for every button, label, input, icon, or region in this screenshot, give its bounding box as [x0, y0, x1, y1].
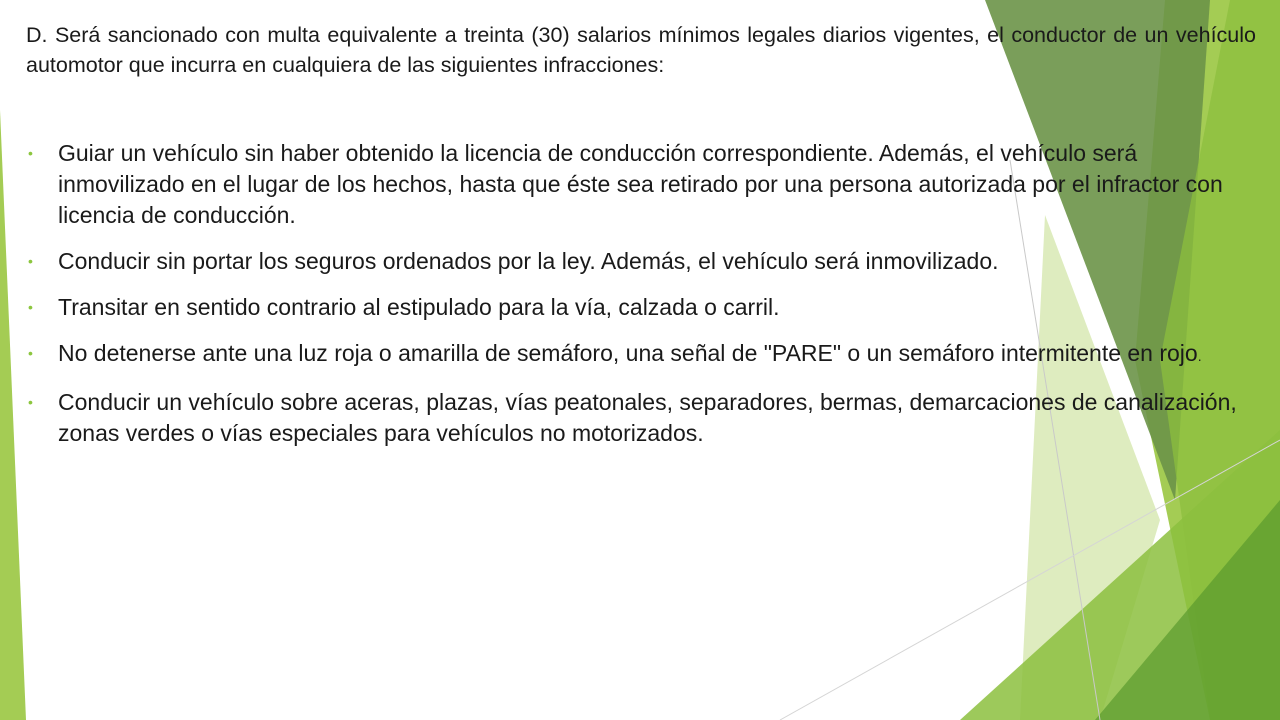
bullet-icon: •: [28, 345, 33, 361]
left-edge-shape: [0, 110, 26, 720]
list-item: [26, 387, 1256, 449]
list-item-text: Guiar un vehículo sin haber obtenido la licencia de conducción correspondiente. Además, el vehículo será inmovilizado en el lugar de los hechos, hasta que éste sea retirado por una persona autorizada por el infractor con licencia de conducción.: [58, 140, 1223, 228]
list-item: [26, 246, 1256, 277]
list-item-text: Conducir sin portar los seguros ordenados por la ley. Además, el vehículo será inmovilizado.: [58, 248, 999, 274]
bullet-icon: •: [28, 299, 33, 315]
list-item-text: Transitar en sentido contrario al estipulado para la vía, calzada o carril.: [58, 294, 780, 320]
bullet-icon: •: [28, 394, 33, 410]
list-item: [26, 138, 1256, 231]
bullet-icon: •: [28, 145, 33, 161]
slide-content: [26, 20, 1256, 464]
list-item-text: Conducir un vehículo sobre aceras, plazas, vías peatonales, separadores, bermas, demarcaciones de canalización, zonas verdes o vías especiales para vehículos no motorizados.: [58, 389, 1237, 446]
list-item-suffix: .: [1197, 348, 1202, 364]
bullet-icon: •: [28, 253, 33, 269]
list-item: [26, 338, 1256, 372]
list-item: [26, 292, 1256, 323]
list-item-text: No detenerse ante una luz roja o amarilla de semáforo, una señal de "PARE" o un semáforo intermitente en rojo: [58, 340, 1198, 366]
intro-paragraph: D. Será sancionado con multa equivalente a treinta (30) salarios mínimos legales diarios vigentes, el conductor de un vehículo automotor que incurra en cualquiera de las siguientes infracciones:: [26, 23, 1256, 77]
infraction-list: [26, 138, 1256, 449]
